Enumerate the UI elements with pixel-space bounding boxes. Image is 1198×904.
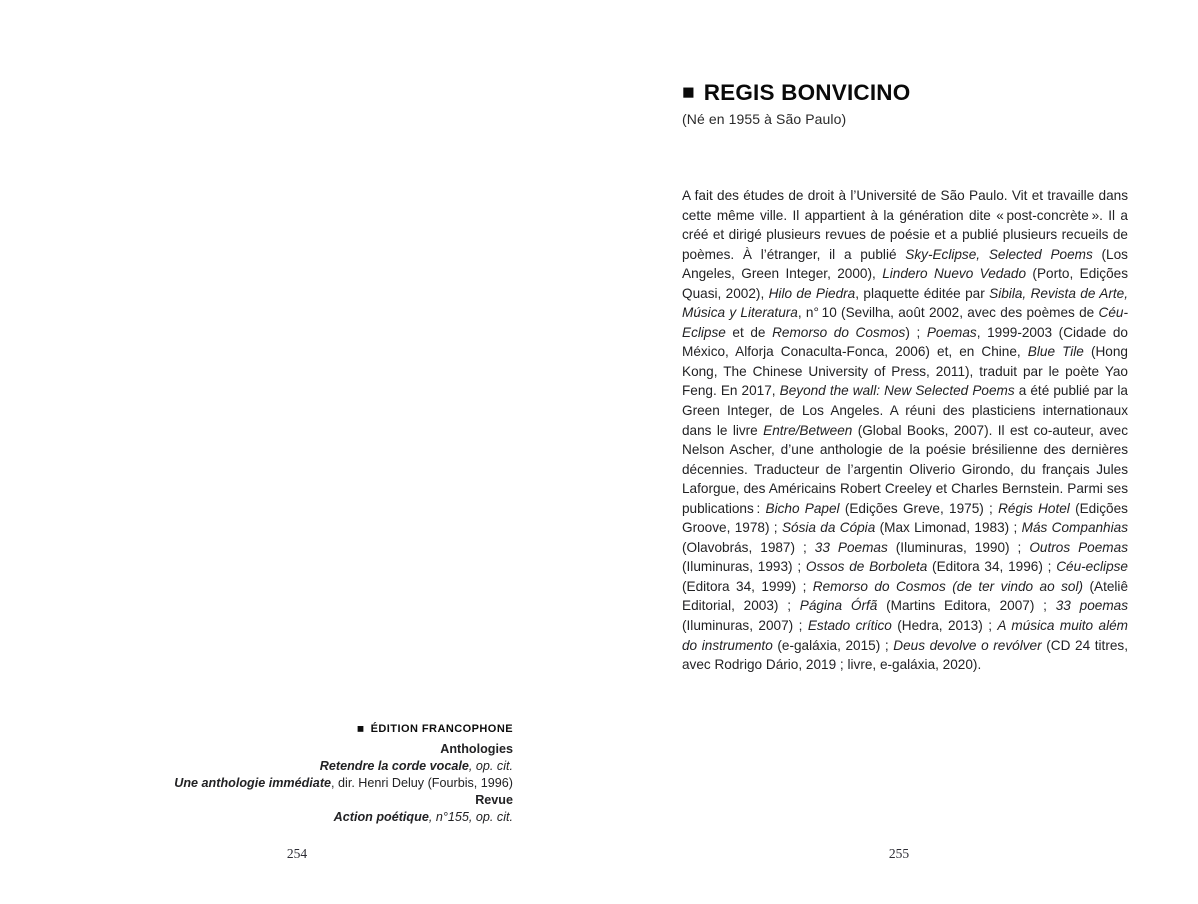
text-segment: Bicho Papel — [765, 500, 840, 516]
text-segment: , 1999-2003 (Cidade do México, Alforja Conaculta-Fonca, 2006) et, en Chine, — [682, 324, 1128, 360]
text-segment: Régis Hotel — [998, 500, 1070, 516]
text-segment: 33 poemas — [1055, 598, 1128, 614]
text-segment: Action poétique — [333, 809, 429, 824]
bibliography-subheader-anthologies — [33, 741, 513, 758]
text-segment: Remorso do Cosmos — [772, 324, 906, 340]
text-segment: A fait des études de droit à l’Université de São Paulo. Vit et travaille dans cette même ville. Il appartient à la génération dite « post-concrète ». Il a créé et dirigé plusieurs revues de poésie et a publié plusieurs recueils de poèmes. À l’étranger, il a publié — [682, 188, 1128, 262]
text-segment: a été publié par la Green Integer, de Los Angeles. A réuni des plasticiens internationaux dans le livre — [682, 383, 1128, 438]
francophone-edition-header — [33, 723, 513, 735]
francophone-edition-title: ÉDITION FRANCOPHONE — [370, 723, 513, 735]
text-segment: A música muito além do instrumento — [682, 618, 1129, 653]
bibliography-subheader-revue — [33, 792, 513, 809]
section-square-icon: ■ — [682, 80, 695, 104]
bibliography-entry — [33, 758, 513, 775]
section-square-icon: ■ — [356, 721, 365, 736]
text-segment: (Iluminuras, 1990) ; — [887, 539, 1030, 555]
text-segment: (Edições Greve, 1975) ; — [839, 500, 999, 516]
text-segment: Entre/Between — [763, 422, 853, 438]
text-segment: (Porto, Edições Quasi, 2002), — [682, 266, 1128, 301]
bibliography-entry — [33, 775, 513, 792]
text-segment: (Hedra, 2013) ; — [891, 618, 998, 634]
text-segment: Remorso do Cosmos (de ter vindo ao sol) — [812, 578, 1084, 594]
text-segment: Página Órfã — [799, 598, 878, 614]
text-segment: (Editora 34, 1996) ; — [927, 559, 1057, 575]
text-segment: (Olavobrás, 1987) ; — [682, 539, 815, 555]
text-segment: (Martins Editora, 2007) ; — [877, 598, 1056, 614]
text-segment: Outros Poemas — [1029, 539, 1128, 555]
text-segment: Céu-eclipse — [1056, 559, 1128, 575]
text-segment: (Iluminuras, 2007) ; — [682, 618, 808, 634]
text-segment: ) ; — [905, 324, 927, 340]
bibliography-entry — [33, 809, 513, 826]
text-segment: 33 Poemas — [814, 539, 888, 555]
text-segment: (Editora 34, 1999) ; — [682, 578, 813, 594]
text-segment: Sibila, Revista de Arte, Música y Literatura — [682, 285, 1128, 321]
text-segment: Lindero Nuevo Vedado — [882, 266, 1027, 282]
author-heading-row — [682, 80, 1132, 106]
text-segment: (Global Books, 2007). Il est co-auteur, avec Nelson Ascher, d’une anthologie de la poésie brésilienne des dernières décennies. Traducteur de l’argentin Oliverio Girondo, du français Jules Laforgue, des Américains Robert Creeley et Charles Bernstein. Parmi ses publications : — [682, 422, 1129, 516]
text-segment: Anthologies — [440, 742, 513, 756]
text-segment: Más Companhias — [1021, 520, 1128, 536]
text-segment: Retendre la corde vocale — [319, 758, 469, 773]
text-segment: (Iluminuras, 1993) ; — [682, 559, 806, 575]
text-segment: , dir. Henri Deluy (Fourbis, 1996) — [331, 775, 513, 790]
text-segment: Beyond the wall: New Selected Poems — [779, 383, 1015, 399]
text-segment: Blue Tile — [1027, 344, 1084, 360]
text-segment: (Ateliê Editorial, 2003) ; — [682, 578, 1129, 614]
text-segment: et de — [725, 324, 773, 340]
page-number-left: 254 — [286, 846, 308, 861]
text-segment: , plaquette éditée par — [855, 285, 990, 301]
text-segment: (e-galáxia, 2015) ; — [772, 637, 894, 653]
text-segment: Ossos de Borboleta — [805, 559, 928, 575]
text-segment: (Los Angeles, Green Integer, 2000), — [682, 246, 1128, 282]
author-birth-subtitle: (Né en 1955 à São Paulo) — [682, 111, 847, 127]
text-segment: , op. cit. — [468, 758, 513, 773]
text-segment: (CD 24 titres, avec Rodrigo Dário, 2019 ; livre, e-galáxia, 2020). — [682, 637, 1128, 673]
text-segment: (Max Limonad, 1983) ; — [875, 520, 1022, 536]
page-number-right: 255 — [888, 846, 910, 861]
text-segment: Une anthologie immédiate — [174, 775, 332, 790]
text-segment: Sky-Eclipse, Selected Poems — [905, 246, 1093, 262]
text-segment: , n°155, — [428, 809, 476, 824]
text-segment: Céu-Eclipse — [682, 305, 1128, 340]
author-name-title: REGIS BONVICINO — [703, 80, 911, 105]
author-heading-block — [682, 80, 1132, 127]
text-segment: Revue — [475, 792, 513, 807]
text-segment: Deus devolve o revólver — [893, 637, 1042, 653]
text-segment: Estado crítico — [807, 618, 892, 634]
text-segment: (Hong Kong, The Chinese University of Press, 2011), traduit par le poète Yao Feng. En 2017, — [682, 344, 1128, 399]
text-segment: (Edições Groove, 1978) ; — [682, 500, 1128, 536]
text-segment: Poemas — [926, 324, 977, 340]
francophone-edition-block — [33, 723, 513, 826]
text-segment: Sósia da Cópia — [781, 520, 876, 536]
text-segment: op. cit. — [475, 809, 513, 824]
text-segment: , n° 10 (Sevilha, août 2002, avec des poèmes de — [797, 305, 1099, 321]
author-biography-paragraph — [682, 186, 1128, 675]
text-segment: Hilo de Piedra — [768, 285, 856, 301]
